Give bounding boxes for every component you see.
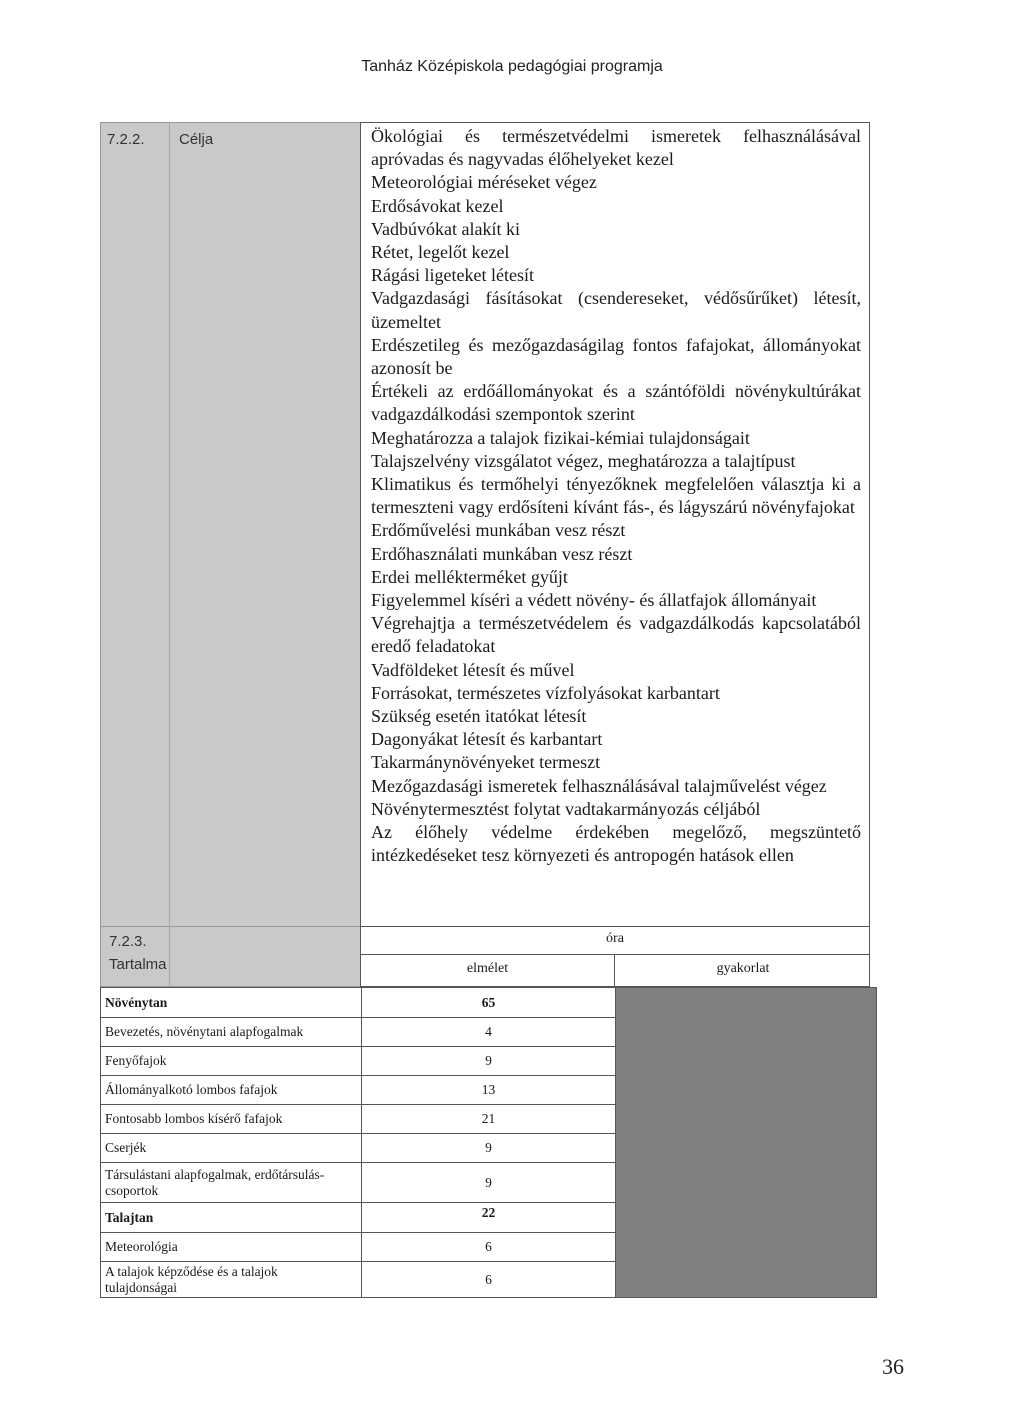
theory-hours: 13 — [362, 1076, 616, 1105]
topic-name: Cserjék — [101, 1134, 362, 1163]
theory-column-header: elmélet — [466, 961, 509, 976]
theory-hours: 6 — [362, 1262, 616, 1298]
topic-name: Talajtan — [101, 1203, 362, 1233]
practice-column-header: gyakorlat — [716, 961, 770, 976]
goal-item: Dagonyákat létesít és karbantart — [371, 729, 603, 750]
goal-item: Meghatározza a talajok fizikai-kémiai tulajdonságait — [371, 427, 750, 448]
goals-list — [360, 122, 870, 927]
theory-hours: 6 — [362, 1233, 616, 1262]
topic-name: Fontosabb lombos kísérő fafajok — [101, 1105, 362, 1134]
goal-item: Erdészetileg és mezőgazdaságilag fontos fafajokat, állományokat azonosít be — [371, 334, 861, 379]
hours-header — [360, 927, 870, 987]
topic-name: Állományalkotó lombos fafajok — [101, 1076, 362, 1105]
goal-item: Klimatikus és termőhelyi tényezőknek megfelelően választja ki a termeszteni vagy erdősíteni kívánt fás-, és lágyszárú növényfajokat — [371, 474, 861, 518]
section-label: Tartalma — [109, 956, 167, 973]
goal-item: Az élőhely védelme érdekében megelőző, megszüntető intézkedéseket tesz környezeti és antropogén hatások ellen — [371, 822, 861, 866]
table-row — [101, 988, 877, 1018]
curriculum-table — [100, 987, 877, 1298]
theory-hours: 9 — [362, 1134, 616, 1163]
topic-name: Meteorológia — [101, 1233, 362, 1262]
topic-name — [101, 1163, 362, 1203]
topic-name-line: A talajok képződése és a talajok — [105, 1263, 278, 1279]
section-722-label-column — [100, 122, 360, 927]
goal-item: Talajszelvény vizsgálatot végez, meghatározza a talajtípust — [371, 450, 796, 471]
page-number: 36 — [882, 1354, 904, 1379]
topic-name-line: Társulástani alapfogalmak, erdőtársulás- — [105, 1166, 325, 1182]
theory-hours: 9 — [362, 1163, 616, 1203]
section-number: 7.2.2. — [107, 131, 145, 148]
column-divider — [169, 927, 170, 987]
goal-item: Erdőhasználati munkában vesz részt — [371, 543, 633, 564]
column-divider — [169, 123, 170, 928]
topic-name — [101, 1262, 362, 1298]
theory-hours: 9 — [362, 1047, 616, 1076]
theory-hours: 22 — [362, 1203, 616, 1233]
goal-item: Takarmánynövényeket termeszt — [371, 752, 601, 773]
goal-item: Forrásokat, természetes vízfolyásokat karbantart — [371, 682, 720, 703]
goal-item: Mezőgazdasági ismeretek felhasználásával talajművelést végez — [371, 775, 827, 796]
theory-hours: 65 — [362, 988, 616, 1018]
goal-item: Erdei mellékterméket gyűjt — [371, 566, 568, 587]
topic-name: Növénytan — [101, 988, 362, 1018]
hours-label: óra — [606, 931, 624, 946]
practice-hours-shaded — [616, 988, 877, 1298]
topic-name-line: csoportok — [105, 1182, 159, 1198]
goal-item: Erdőművelési munkában vesz részt — [371, 520, 626, 541]
goal-item: Rágási ligeteket létesít — [371, 265, 534, 286]
page-header: Tanház Középiskola pedagógiai programja — [361, 58, 663, 75]
theory-hours: 21 — [362, 1105, 616, 1134]
header-rule — [361, 954, 869, 955]
goal-item: Erdősávokat kezel — [371, 195, 504, 216]
goal-item: Értékeli az erdőállományokat és a szántóföldi növénykultúrákat vadgazdálkodási szempontok szerint — [371, 381, 861, 425]
section-label: Célja — [179, 131, 214, 148]
topic-name-line: tulajdonságai — [105, 1279, 177, 1295]
goal-item: Vadföldeket létesít és művel — [371, 659, 575, 680]
topic-name: Fenyőfajok — [101, 1047, 362, 1076]
goal-item: Vadgazdasági fásításokat (csendereseket, védősűrűket) létesít, üzemeltet — [371, 288, 861, 332]
goal-item: Ökológiai és természetvédelmi ismeretek felhasználásával apróvadas és nagyvadas élőhelyeket kezel — [371, 126, 861, 170]
section-723-label-column — [100, 927, 360, 987]
section-number: 7.2.3. — [109, 933, 147, 950]
goal-item: Növénytermesztést folytat vadtakarmányozás céljából — [371, 798, 761, 819]
goal-item: Szükség esetén itatókat létesít — [371, 706, 587, 727]
goal-item: Meteorológiai méréseket végez — [371, 172, 597, 193]
topic-name: Bevezetés, növénytani alapfogalmak — [101, 1018, 362, 1047]
goal-item: Rétet, legelőt kezel — [371, 242, 510, 263]
goal-item: Végrehajtja a természetvédelem és vadgazdálkodás kapcsolatából eredő feladatokat — [371, 613, 861, 657]
theory-hours: 4 — [362, 1018, 616, 1047]
goal-item: Vadbúvókat alakít ki — [371, 218, 520, 239]
goal-item: Figyelemmel kíséri a védett növény- és állatfajok állományait — [371, 590, 817, 611]
